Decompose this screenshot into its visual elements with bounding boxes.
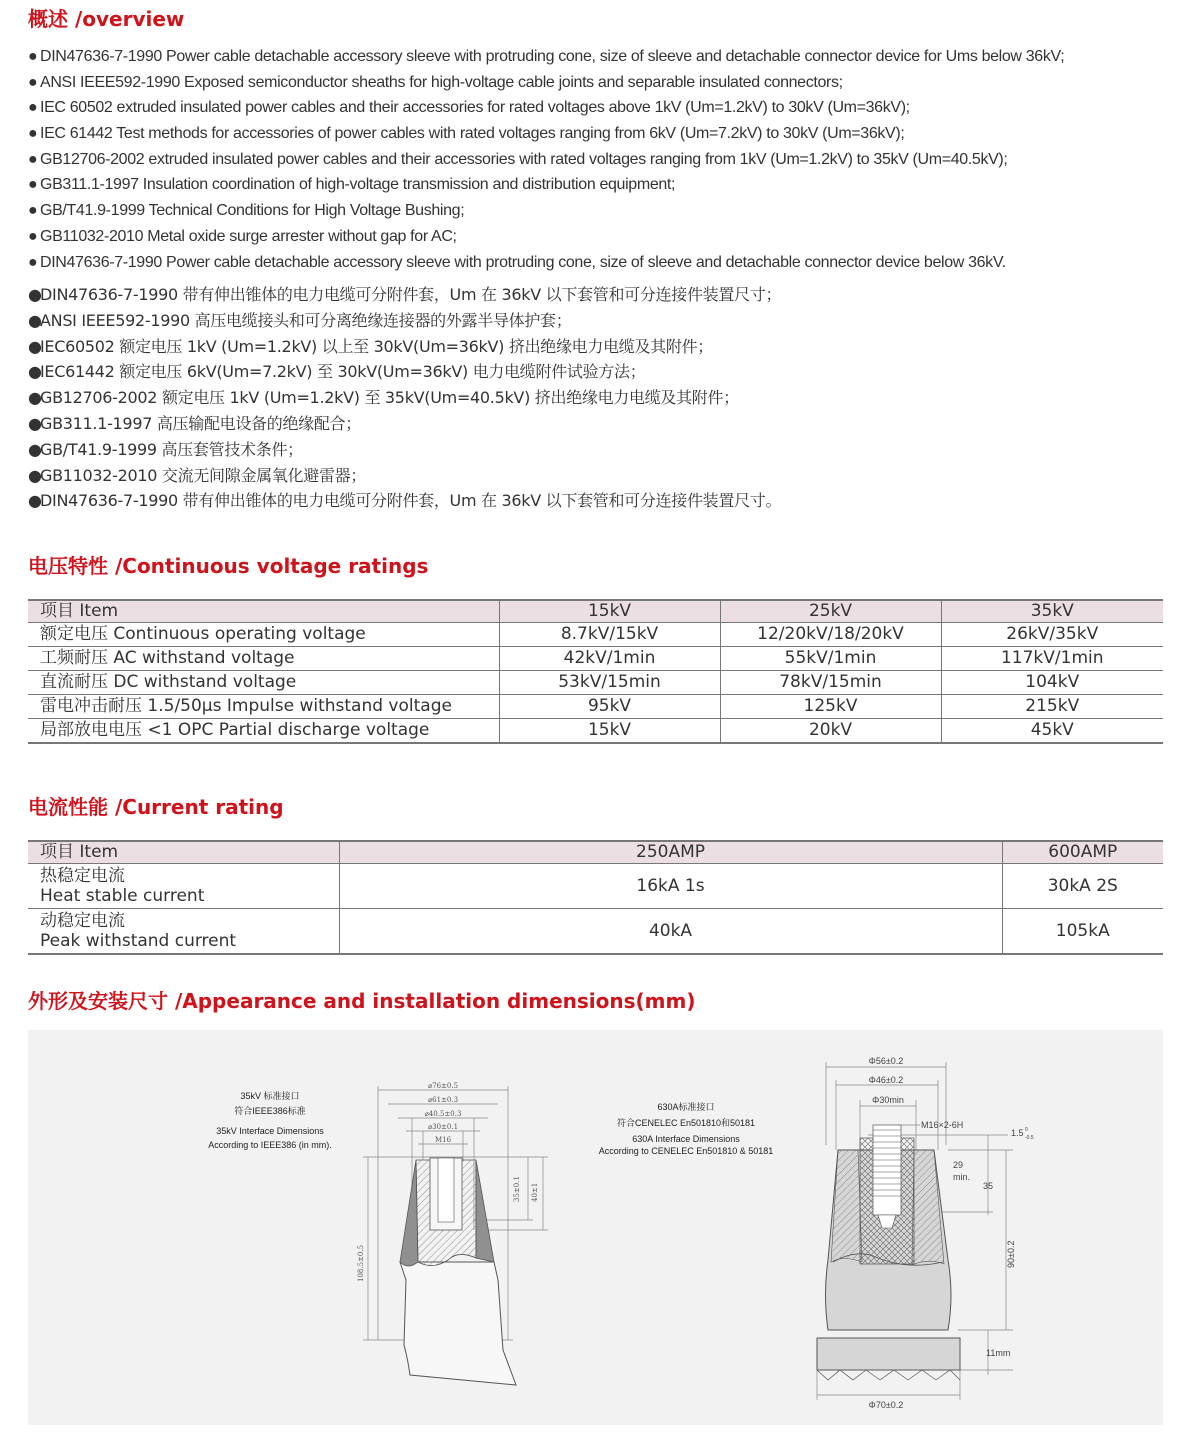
list-item: ● GB/T41.9-1999 Technical Conditions for High Voltage Bushing; — [28, 198, 1064, 224]
bullet-icon: ● — [28, 310, 42, 330]
list-item: ● GB11032-2010 Metal oxide surge arrester without gap for AC; — [28, 224, 1064, 250]
right-caption-2: 符合CENELEC En501810和50181 — [616, 1118, 756, 1128]
header-cell: 项目 Item — [28, 600, 499, 623]
bullet-icon: ● — [28, 362, 42, 382]
bullet-icon: ● — [28, 202, 38, 220]
bullet-icon: ● — [28, 150, 38, 168]
table-cell: 额定电压 Continuous operating voltage — [28, 623, 499, 647]
overview-title: 概述 /overview — [28, 7, 185, 31]
table-cell: 12/20kV/18/20kV — [720, 623, 941, 647]
left-caption-4: According to IEEE386 (in mm). — [208, 1140, 332, 1150]
header-cell: 35kV — [941, 600, 1163, 623]
table-cell: 局部放电电压 <1 OPC Partial discharge voltage — [28, 719, 499, 744]
table-cell: 104kV — [941, 671, 1163, 695]
list-item: ●ANSI IEEE592-1990 高压电缆接头和可分离绝缘连接器的外露半导体护套； — [28, 308, 781, 334]
table-cell: 45kV — [941, 719, 1163, 744]
list-item: ● DIN47636-7-1990 Power cable detachable accessory sleeve with protruding cone, size of sleeve and detachable connector device for Ums below 36kV; — [28, 44, 1064, 70]
header-cell: 600AMP — [1002, 841, 1163, 864]
list-item: ● IEC 60502 extruded insulated power cables and their accessories for rated voltages above 1kV (Um=1.2kV) to 30kV (Um=36kV); — [28, 95, 1064, 121]
dim-label: 29 — [953, 1160, 964, 1170]
table-cell: 工频耐压 AC withstand voltage — [28, 647, 499, 671]
table-cell: 78kV/15min — [720, 671, 941, 695]
table-cell: 16kA 1s — [339, 864, 1002, 909]
dim-label: M16 — [434, 1136, 452, 1144]
bullet-icon: ● — [28, 253, 38, 271]
list-item: ●DIN47636-7-1990 带有伸出锥体的电力电缆可分附件套，Um 在 36kV 以下套管和可分连接件装置尺寸； — [28, 282, 781, 308]
list-item: ● ANSI IEEE592-1990 Exposed semiconductor sheaths for high-voltage cable joints and separable insulated connectors; — [28, 70, 1064, 96]
table-row — [28, 909, 1163, 955]
table-cell: 95kV — [499, 695, 720, 719]
list-item: ● GB311.1-1997 Insulation coordination of high-voltage transmission and distribution equipment; — [28, 172, 1064, 198]
table-row — [28, 864, 1163, 909]
list-item: ●IEC60502 额定电压 1kV (Um=1.2kV) 以上至 30kV(Um=36kV) 挤出绝缘电力电缆及其附件； — [28, 334, 781, 360]
list-item: ●GB311.1-1997 高压输配电设备的绝缘配合； — [28, 411, 781, 437]
item-name-en: Peak withstand current — [40, 931, 237, 951]
list-item: ● IEC 61442 Test methods for accessories of power cables with rated voltages ranging from 6kV (Um=7.2kV) to 30kV (Um=36kV); — [28, 121, 1064, 147]
voltage-title: 电压特性 /Continuous voltage ratings — [28, 554, 429, 578]
dim-label: min. — [953, 1172, 971, 1182]
bullet-icon: ● — [28, 465, 42, 485]
table-cell: 105kA — [1002, 909, 1163, 955]
dim-label: ⌀40.5±0.3 — [424, 1110, 462, 1118]
list-item: ●GB/T41.9-1999 高压套管技术条件； — [28, 437, 781, 463]
list-item: ●DIN47636-7-1990 带有伸出锥体的电力电缆可分附件套，Um 在 36kV 以下套管和可分连接件装置尺寸。 — [28, 488, 781, 514]
left-caption-3: 35kV Interface Dimensions — [216, 1126, 324, 1136]
bullet-icon: ● — [28, 336, 42, 356]
dimension-drawings — [28, 1030, 1163, 1425]
bullet-icon: ● — [28, 413, 42, 433]
list-item: ●GB12706-2002 额定电压 1kV (Um=1.2kV) 至 35kV(Um=40.5kV) 挤出绝缘电力电缆及其附件； — [28, 385, 781, 411]
dim-label: 11mm — [986, 1348, 1011, 1358]
dim-label: ⌀61±0.3 — [427, 1096, 459, 1104]
right-drawing — [599, 1056, 1034, 1410]
dim-label: Φ70±0.2 — [868, 1400, 904, 1410]
dim-label: ⌀76±0.5 — [427, 1082, 459, 1090]
overview-list-zh — [28, 282, 781, 514]
item-name-en: Heat stable current — [40, 886, 205, 906]
table-cell: 26kV/35kV — [941, 623, 1163, 647]
table-header-row — [28, 841, 1163, 864]
table-cell: 125kV — [720, 695, 941, 719]
dim-label: 0 — [1025, 1127, 1028, 1133]
left-drawing — [208, 1082, 548, 1385]
list-item: ●GB11032-2010 交流无间隙金属氧化避雷器； — [28, 463, 781, 489]
header-cell: 15kV — [499, 600, 720, 623]
dimensions-title: 外形及安装尺寸 /Appearance and installation dimensions(mm) — [28, 989, 696, 1013]
table-header-row — [28, 600, 1163, 623]
dim-label: -0.5 — [1025, 1135, 1034, 1141]
table-row — [28, 647, 1163, 671]
table-cell: 15kV — [499, 719, 720, 744]
current-table — [28, 840, 1163, 955]
list-item: ●IEC61442 额定电压 6kV(Um=7.2kV) 至 30kV(Um=36kV) 电力电缆附件试验方法； — [28, 359, 781, 385]
dim-label: ⌀30±0.1 — [427, 1123, 459, 1131]
item-name-zh: 动稳定电流 — [40, 911, 125, 931]
list-item: ● DIN47636-7-1990 Power cable detachable accessory sleeve with protruding cone, size of sleeve and detachable connector device below 36kV. — [28, 250, 1064, 276]
dim-label: Φ56±0.2 — [868, 1056, 904, 1066]
dim-label: M16×2-6H — [921, 1120, 964, 1130]
left-caption-2: 符合IEEE386标准 — [234, 1106, 306, 1116]
table-cell: 8.7kV/15kV — [499, 623, 720, 647]
dim-label: 35 — [983, 1181, 994, 1191]
right-caption-1: 630A标准接口 — [657, 1102, 715, 1112]
dim-label: 90±0.2 — [1006, 1240, 1016, 1268]
table-row — [28, 623, 1163, 647]
dim-label: 40±1 — [531, 1182, 539, 1202]
table-cell — [28, 909, 339, 955]
bullet-icon: ● — [28, 99, 38, 117]
table-row — [28, 671, 1163, 695]
table-cell: 215kV — [941, 695, 1163, 719]
list-item: ● GB12706-2002 extruded insulated power cables and their accessories with rated voltages ranging from 1kV (Um=1.2kV) to 35kV (Um=40.5kV); — [28, 147, 1064, 173]
header-cell: 250AMP — [339, 841, 1002, 864]
left-caption-1: 35kV 标准接口 — [240, 1091, 300, 1101]
header-cell: 25kV — [720, 600, 941, 623]
bullet-icon: ● — [28, 227, 38, 245]
current-title: 电流性能 /Current rating — [28, 795, 284, 819]
dim-label: 108.5±0.5 — [357, 1244, 365, 1282]
table-cell: 53kV/15min — [499, 671, 720, 695]
table-row — [28, 719, 1163, 744]
item-name-zh: 热稳定电流 — [40, 866, 125, 886]
dim-label: 1.5 — [1011, 1128, 1024, 1138]
bullet-icon: ● — [28, 125, 38, 143]
table-cell: 42kV/1min — [499, 647, 720, 671]
overview-list-en — [28, 44, 1064, 275]
bullet-icon: ● — [28, 176, 38, 194]
bullet-icon: ● — [28, 73, 38, 91]
header-cell: 项目 Item — [28, 841, 339, 864]
table-cell: 117kV/1min — [941, 647, 1163, 671]
table-cell: 55kV/1min — [720, 647, 941, 671]
dim-label: Φ46±0.2 — [868, 1075, 904, 1085]
bullet-icon: ● — [28, 285, 42, 304]
table-row — [28, 695, 1163, 719]
dim-label: 35±0.1 — [513, 1176, 521, 1202]
table-cell: 直流耐压 DC withstand voltage — [28, 671, 499, 695]
table-cell: 雷电冲击耐压 1.5/50μs Impulse withstand voltage — [28, 695, 499, 719]
table-cell: 40kA — [339, 909, 1002, 955]
table-cell — [28, 864, 339, 909]
bullet-icon: ● — [28, 491, 42, 511]
dim-label: Φ30min — [872, 1095, 904, 1105]
right-caption-4: According to CENELEC En501810 & 50181 — [598, 1146, 774, 1156]
voltage-table — [28, 599, 1163, 744]
bullet-icon: ● — [28, 48, 38, 65]
bullet-icon: ● — [28, 388, 42, 408]
table-cell: 30kA 2S — [1002, 864, 1163, 909]
bullet-icon: ● — [28, 439, 42, 459]
right-caption-3: 630A Interface Dimensions — [632, 1134, 740, 1144]
table-cell: 20kV — [720, 719, 941, 744]
